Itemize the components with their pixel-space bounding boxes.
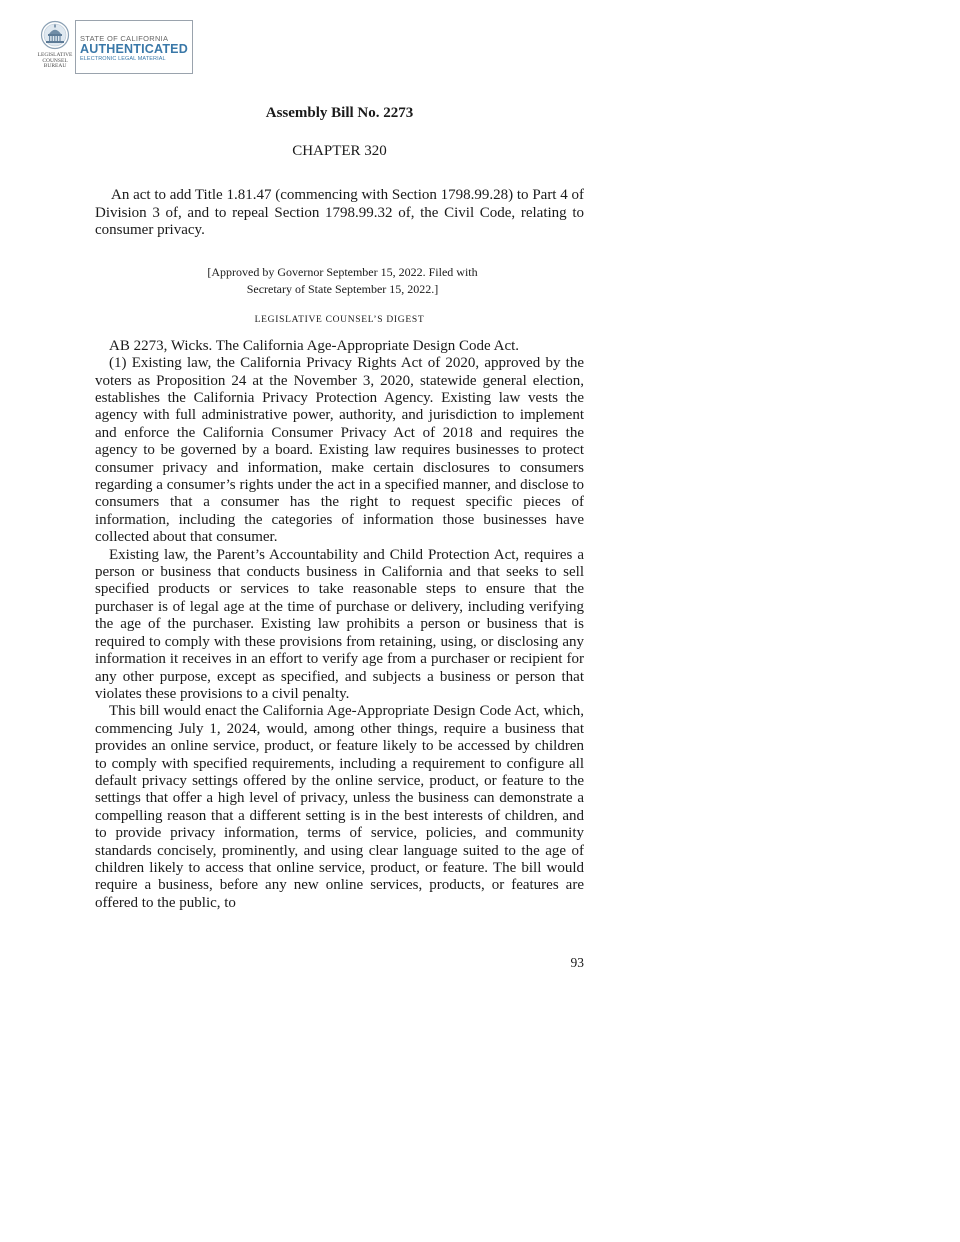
badge-label-box [75, 20, 193, 74]
badge-electronic-text: ELECTRONIC LEGAL MATERIAL [80, 55, 166, 62]
page-number: 93 [570, 955, 584, 970]
document-page [95, 103, 584, 912]
chapter-heading: CHAPTER 320 [292, 143, 387, 159]
approval-note [95, 264, 584, 299]
digest-heading: LEGISLATIVE COUNSEL’S DIGEST [254, 314, 425, 325]
badge-authenticated-text: AUTHENTICATED [80, 41, 188, 56]
digest-body [95, 338, 584, 912]
capitol-dome-icon [40, 20, 70, 52]
seal-caption: LEGISLATIVE COUNSEL BUREAU [37, 52, 73, 70]
approval-line-1: [Approved by Governor September 15, 2022. Filed with [207, 264, 478, 279]
digest-paragraph: This bill would enact the California Age-Appropriate Design Code Act, which, commencing July 1, 2024, would, among other things, require a business that provides an online service, product, or feature likely to be accessed by children to comply with specified requirements, including a requirement to configure all default privacy settings offered by the online service, product, or feature to the settings that offer a high level of privacy, unless the business can demonstrate a compelling reason that a different setting is in the best interests of children, and to provide privacy information, terms of service, policies, and community standards concisely, prominently, and using clear language suited to the age of children likely to access that online service, product, or feature. The bill would require a business, before any new online services, products, or features are offered to the public, to [95, 703, 584, 911]
badge-state-text: STATE OF CALIFORNIA [80, 33, 169, 43]
digest-paragraph: Existing law, the Parent’s Accountability and Child Protection Act, requires a person or business that conducts business in California and that seeks to sell specified products or services to take reasonable steps to ensure that the purchaser is of legal age at the time of purchase or delivery, including verifying the age of the purchaser. Existing law prohibits a person or business that is required to comply with these provisions from retaining, using, or disclosing any information it receives in an effort to verify age from a purchaser or recipient for any other purpose, except as specified, and subjects a business or person that violates these provisions to a civil penalty. [95, 546, 584, 702]
digest-paragraph: (1) Existing law, the California Privacy Rights Act of 2020, approved by the voters as Proposition 24 at the November 3, 2020, statewide general election, establishes the California Privacy Protection Agency. Existing law vests the agency with full administrative power, authority, and jurisdiction to implement and enforce the California Consumer Privacy Act of 2018 and requires the agency to be governed by a board. Existing law requires businesses to protect consumer privacy and information, make certain disclosures to consumers regarding a consumer’s rights under the act in a specified manner, and disclose to consumers that a consumer has the right to request specific pieces of information, including the categories of information those businesses have collected about that consumer. [95, 355, 584, 546]
digest-paragraph: AB 2273, Wicks. The California Age-Appropriate Design Code Act. [109, 337, 520, 354]
legislative-counsel-seal [38, 20, 72, 74]
act-description: An act to add Title 1.81.47 (commencing with Section 1798.99.28) to Part 4 of Division 3 of, and to repeal Section 1798.99.32 of, the Civil Code, relating to consumer privacy. [95, 187, 584, 239]
bill-title: Assembly Bill No. 2273 [265, 105, 414, 121]
approval-line-2: Secretary of State September 15, 2022.] [246, 282, 439, 297]
authenticated-badge [37, 20, 188, 74]
